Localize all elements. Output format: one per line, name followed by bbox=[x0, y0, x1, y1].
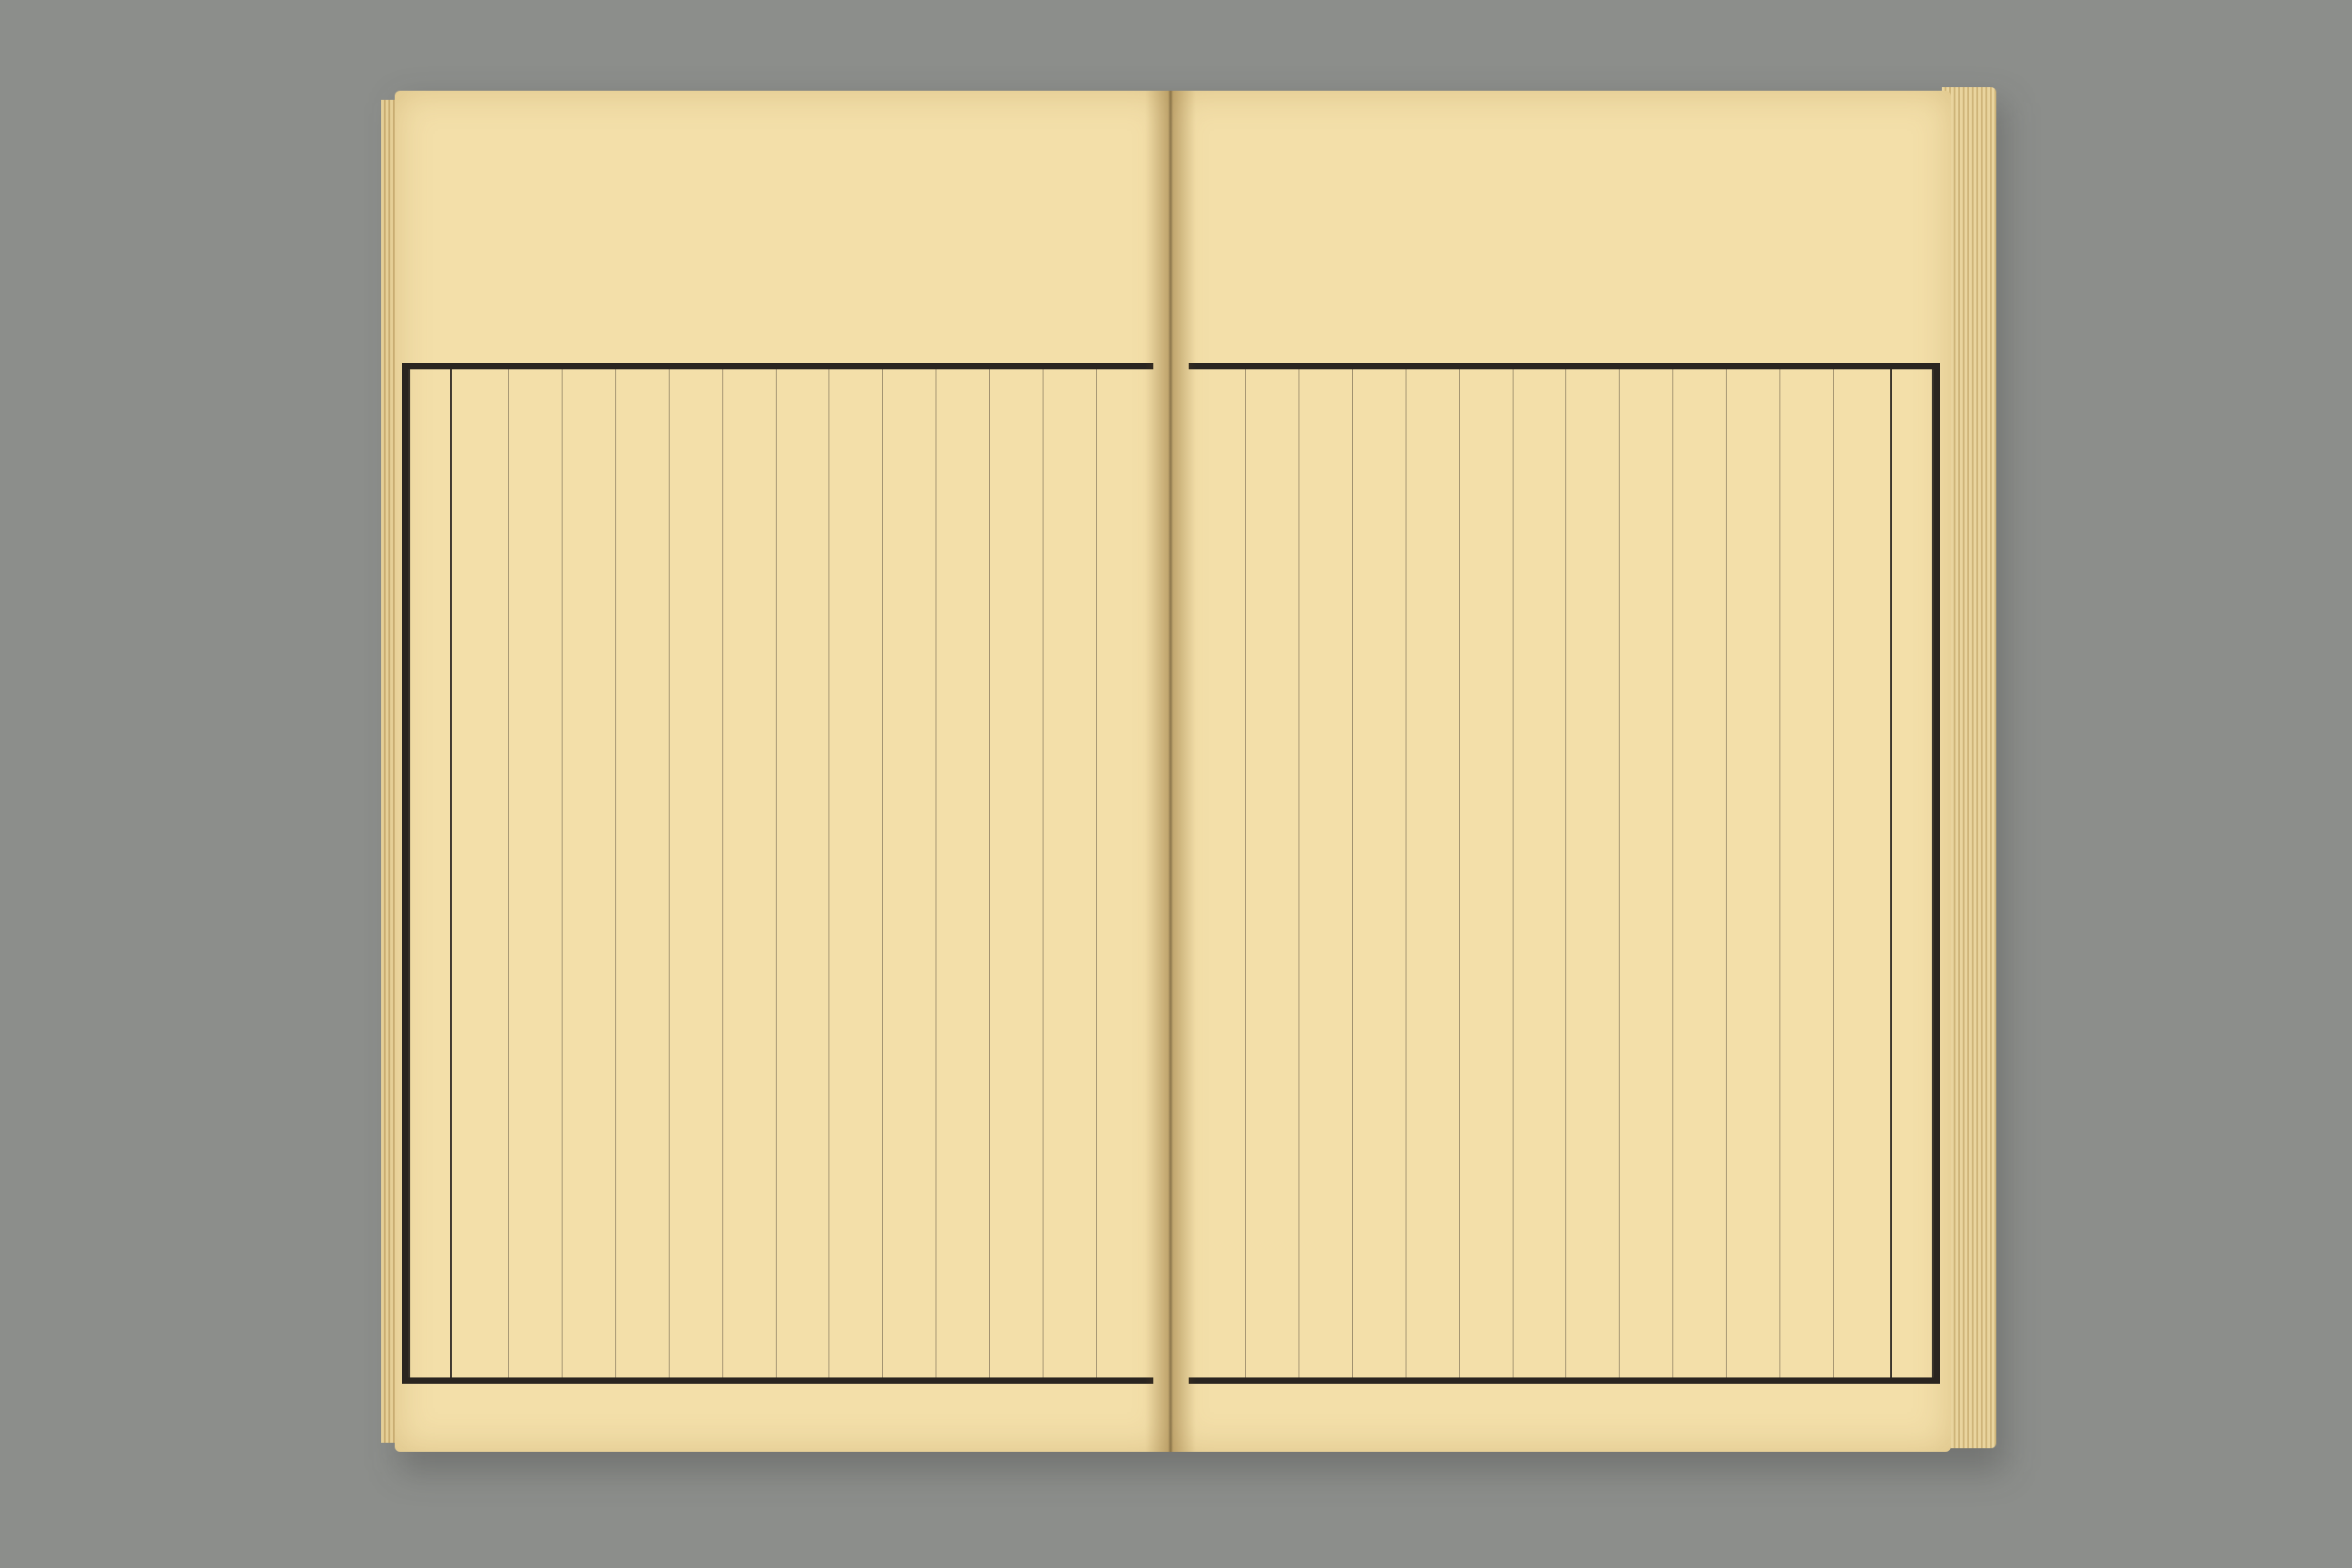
right-text-columns bbox=[1192, 369, 1886, 1377]
text-column bbox=[615, 369, 669, 1377]
text-column bbox=[776, 369, 829, 1377]
right-print-frame bbox=[1189, 363, 1940, 1384]
text-column bbox=[1726, 369, 1779, 1377]
text-column bbox=[1672, 369, 1726, 1377]
left-banxin bbox=[408, 369, 452, 1377]
text-column bbox=[1779, 369, 1833, 1377]
text-column bbox=[936, 369, 989, 1377]
text-column bbox=[828, 369, 882, 1377]
text-column bbox=[882, 369, 936, 1377]
text-column bbox=[1245, 369, 1298, 1377]
right-banxin bbox=[1890, 369, 1934, 1377]
text-column bbox=[1833, 369, 1886, 1377]
text-column bbox=[1459, 369, 1513, 1377]
text-column bbox=[1406, 369, 1459, 1377]
right-page bbox=[1171, 91, 1951, 1452]
text-column bbox=[1043, 369, 1096, 1377]
text-column bbox=[1096, 369, 1150, 1377]
text-column bbox=[456, 369, 508, 1377]
left-print-frame bbox=[402, 363, 1153, 1384]
text-column bbox=[1619, 369, 1672, 1377]
text-column bbox=[1352, 369, 1406, 1377]
text-column bbox=[669, 369, 722, 1377]
text-column bbox=[562, 369, 615, 1377]
text-column bbox=[989, 369, 1043, 1377]
book-gutter bbox=[1145, 91, 1196, 1452]
left-text-columns bbox=[456, 369, 1150, 1377]
text-column bbox=[722, 369, 776, 1377]
text-column bbox=[1513, 369, 1566, 1377]
text-column bbox=[1565, 369, 1619, 1377]
text-column bbox=[1298, 369, 1352, 1377]
text-column bbox=[508, 369, 562, 1377]
left-page bbox=[395, 91, 1171, 1452]
text-column bbox=[1192, 369, 1245, 1377]
